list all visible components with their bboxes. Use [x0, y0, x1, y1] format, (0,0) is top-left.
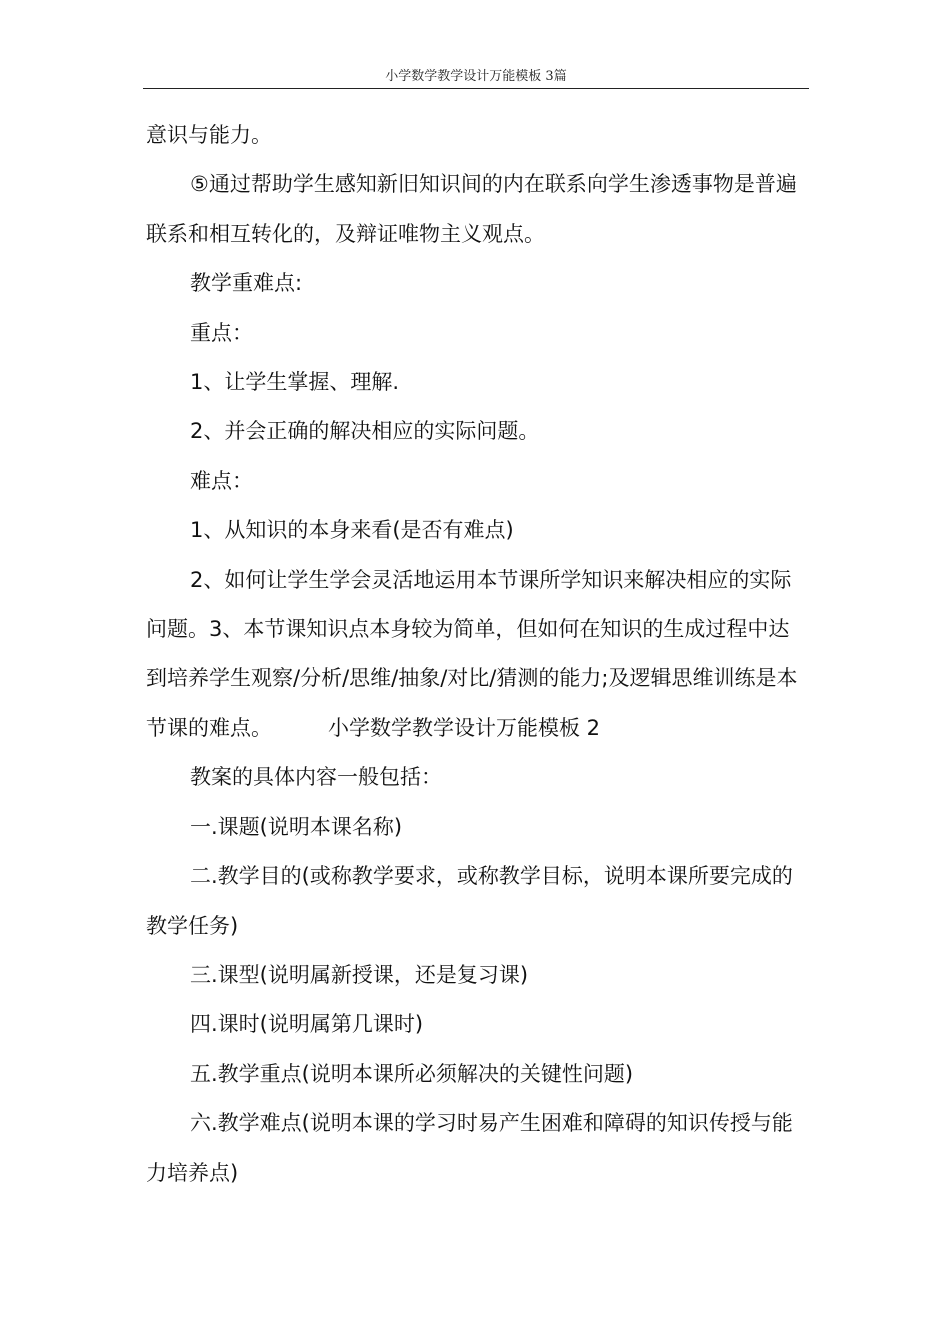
subheading-difficult-points: 难点： [190, 468, 253, 493]
subheading-key-points: 重点： [190, 320, 253, 345]
list-item: 三.课型(说明属新授课，还是复习课) [190, 962, 529, 987]
list-item: 二.教学目的(或称教学要求，或称教学目标，说明本课所要完成的教学任务) [146, 864, 793, 938]
list-item: 1、从知识的本身来看(是否有难点) [190, 518, 514, 543]
list-item: 2、并会正确的解决相应的实际问题。 [190, 419, 540, 444]
list-item: 1、让学生掌握、理解. [190, 370, 400, 395]
list-item: 一.课题(说明本课名称) [190, 814, 403, 839]
list-item: 五.教学重点(说明本课所必须解决的关键性问题) [190, 1061, 634, 1086]
header-divider [143, 88, 809, 89]
paragraph: 意识与能力。 [146, 123, 272, 147]
paragraph: 教案的具体内容一般包括： [190, 765, 442, 790]
list-item: 四.课时(说明属第几课时) [190, 1012, 424, 1037]
running-header-title: 小学数学教学设计万能模板 3篇 [385, 69, 567, 84]
paragraph [146, 556, 808, 754]
section-heading: 教学重难点: [190, 271, 303, 296]
document-body [146, 111, 808, 1198]
list-item: 六.教学难点(说明本课的学习时易产生困难和障碍的知识传授与能力培养点) [146, 1111, 793, 1185]
paragraph-text: 2、如何让学生学会灵活地运用本节课所学知识来解决相应的实际问题。3、本节课知识点本身较为简单，但如何在知识的生成过程中达到培养学生观察/分析/思维/抽象/对比/猜测的能力;及逻辑思维训练是本节课的难点。 [146, 567, 798, 740]
paragraph: ⑤通过帮助学生感知新旧知识间的内在联系向学生渗透事物是普遍联系和相互转化的，及辩证唯物主义观点。 [146, 172, 797, 246]
inline-section-title: 小学数学教学设计万能模板 2 [328, 715, 601, 740]
